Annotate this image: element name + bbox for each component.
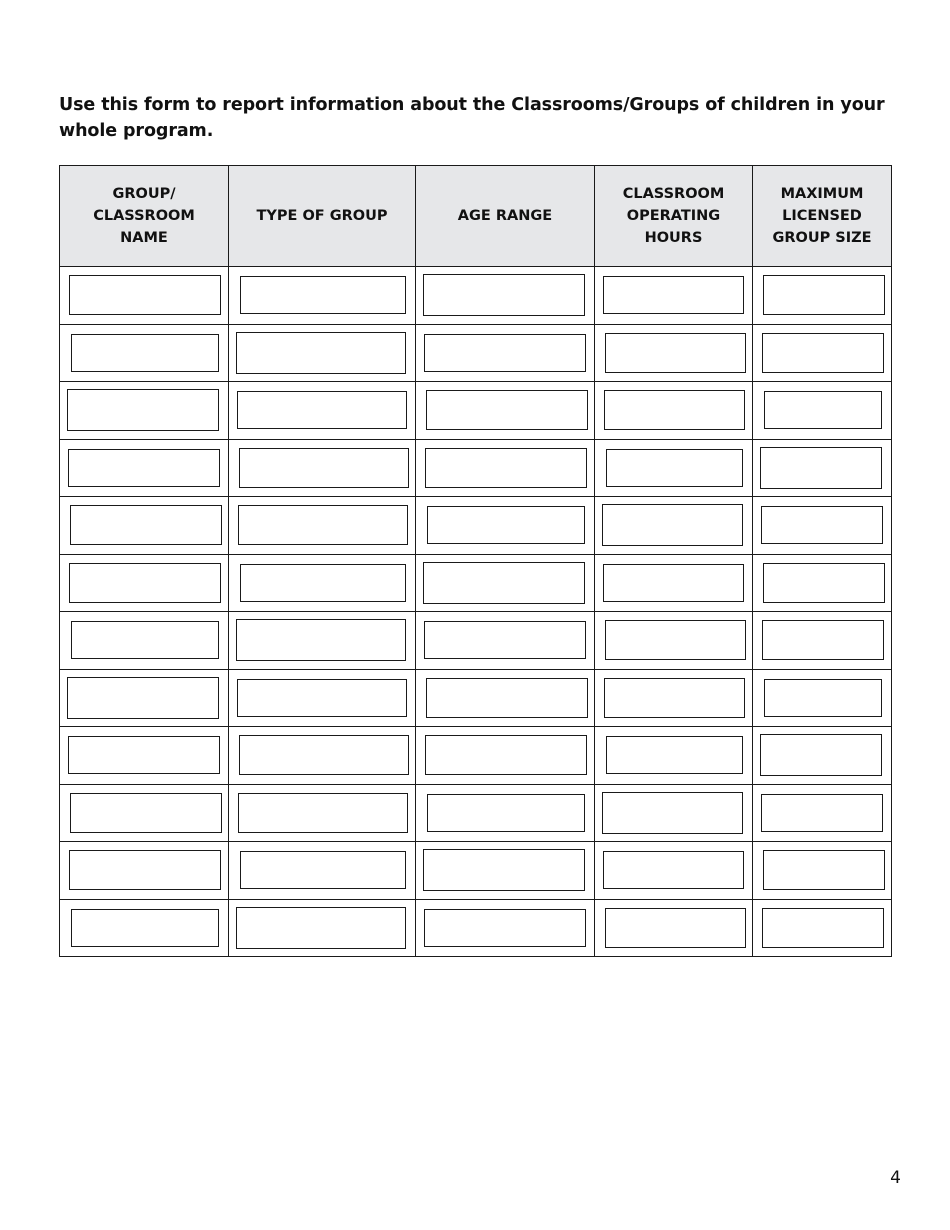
table-header-row [60, 166, 892, 267]
table-cell [595, 324, 753, 382]
table-row [60, 497, 892, 555]
table-row [60, 612, 892, 670]
page-number: 4 [890, 1168, 901, 1188]
table-cell [60, 267, 229, 325]
table-cell [60, 727, 229, 785]
operating-hours-field[interactable] [603, 564, 744, 602]
table-cell [416, 497, 595, 555]
group-classroom-name-field[interactable] [70, 505, 222, 545]
table-cell [753, 267, 892, 325]
group-classroom-name-field[interactable] [67, 389, 219, 431]
table-cell [229, 554, 416, 612]
max-group-size-field[interactable] [763, 275, 885, 315]
group-classroom-name-field[interactable] [68, 736, 220, 774]
group-classroom-name-field[interactable] [70, 793, 222, 833]
age-range-field[interactable] [423, 274, 585, 316]
table-cell [753, 382, 892, 440]
operating-hours-field[interactable] [605, 333, 746, 373]
type-of-group-field[interactable] [239, 448, 409, 488]
age-range-field[interactable] [426, 678, 588, 718]
table-cell [416, 382, 595, 440]
table-cell [229, 382, 416, 440]
header-maximum-licensed-group-size: MAXIMUM LICENSED GROUP SIZE [753, 166, 892, 267]
table-cell [416, 842, 595, 900]
max-group-size-field[interactable] [763, 850, 885, 890]
operating-hours-field[interactable] [602, 504, 743, 546]
operating-hours-field[interactable] [603, 851, 744, 889]
age-range-field[interactable] [427, 794, 585, 832]
table-cell [416, 324, 595, 382]
table-cell [60, 784, 229, 842]
group-classroom-name-field[interactable] [69, 275, 221, 315]
table-cell [60, 669, 229, 727]
header-group-classroom-name: GROUP/ CLASSROOM NAME [60, 166, 229, 267]
table-cell [416, 727, 595, 785]
table-cell [229, 899, 416, 957]
table-cell [753, 784, 892, 842]
operating-hours-field[interactable] [603, 276, 744, 314]
table-row [60, 324, 892, 382]
table-row [60, 267, 892, 325]
age-range-field[interactable] [424, 621, 586, 659]
table-row [60, 439, 892, 497]
table-cell [60, 439, 229, 497]
table-row [60, 382, 892, 440]
form-instructions: Use this form to report information about the Classrooms/Groups of children in your whole program. [59, 95, 885, 141]
type-of-group-field[interactable] [240, 564, 406, 602]
type-of-group-field[interactable] [237, 391, 407, 429]
table-cell [416, 439, 595, 497]
max-group-size-field[interactable] [762, 620, 884, 660]
table-cell [416, 554, 595, 612]
table-cell [595, 899, 753, 957]
table-row [60, 669, 892, 727]
type-of-group-field[interactable] [237, 679, 407, 717]
table-cell [229, 439, 416, 497]
max-group-size-field[interactable] [764, 391, 882, 429]
table-cell [753, 497, 892, 555]
table-cell [416, 669, 595, 727]
table-cell [60, 842, 229, 900]
group-classroom-name-field[interactable] [68, 449, 220, 487]
group-classroom-name-field[interactable] [69, 850, 221, 890]
age-range-field[interactable] [423, 849, 585, 891]
table-cell [753, 669, 892, 727]
table-row [60, 727, 892, 785]
table-cell [753, 324, 892, 382]
group-classroom-name-field[interactable] [71, 621, 219, 659]
table-cell [595, 784, 753, 842]
max-group-size-field[interactable] [761, 794, 883, 832]
age-range-field[interactable] [426, 390, 588, 430]
table-cell [595, 439, 753, 497]
group-classroom-name-field[interactable] [71, 909, 219, 947]
age-range-field[interactable] [427, 506, 585, 544]
table-cell [753, 554, 892, 612]
table-cell [229, 727, 416, 785]
operating-hours-field[interactable] [605, 620, 746, 660]
max-group-size-field[interactable] [763, 563, 885, 603]
table-cell [595, 842, 753, 900]
type-of-group-field[interactable] [240, 276, 406, 314]
type-of-group-field[interactable] [236, 619, 406, 661]
table-cell [595, 497, 753, 555]
type-of-group-field[interactable] [238, 505, 408, 545]
table-cell [595, 554, 753, 612]
table-cell [229, 324, 416, 382]
table-cell [229, 497, 416, 555]
header-age-range: AGE RANGE [416, 166, 595, 267]
table-body [60, 267, 892, 957]
max-group-size-field[interactable] [760, 734, 882, 776]
operating-hours-field[interactable] [604, 390, 745, 430]
type-of-group-field[interactable] [236, 907, 406, 949]
table-cell [60, 899, 229, 957]
classroom-groups-table [59, 165, 892, 957]
table-cell [60, 497, 229, 555]
table-cell [595, 727, 753, 785]
table-cell [595, 669, 753, 727]
group-classroom-name-field[interactable] [67, 677, 219, 719]
operating-hours-field[interactable] [605, 908, 746, 948]
operating-hours-field[interactable] [606, 736, 743, 774]
group-classroom-name-field[interactable] [71, 334, 219, 372]
table-cell [595, 382, 753, 440]
max-group-size-field[interactable] [764, 679, 882, 717]
table-cell [229, 784, 416, 842]
max-group-size-field[interactable] [761, 506, 883, 544]
table-row [60, 899, 892, 957]
table-row [60, 784, 892, 842]
age-range-field[interactable] [425, 735, 587, 775]
age-range-field[interactable] [424, 909, 586, 947]
type-of-group-field[interactable] [238, 793, 408, 833]
table-cell [416, 899, 595, 957]
table-cell [753, 842, 892, 900]
table-cell [416, 267, 595, 325]
type-of-group-field[interactable] [236, 332, 406, 374]
operating-hours-field[interactable] [602, 792, 743, 834]
age-range-field[interactable] [423, 562, 585, 604]
table-cell [753, 899, 892, 957]
table-cell [753, 727, 892, 785]
age-range-field[interactable] [425, 448, 587, 488]
type-of-group-field[interactable] [240, 851, 406, 889]
table-cell [753, 439, 892, 497]
table-cell [60, 612, 229, 670]
operating-hours-field[interactable] [604, 678, 745, 718]
age-range-field[interactable] [424, 334, 586, 372]
operating-hours-field[interactable] [606, 449, 743, 487]
table-cell [60, 324, 229, 382]
table-cell [229, 842, 416, 900]
table-cell [753, 612, 892, 670]
table-cell [229, 669, 416, 727]
table-cell [229, 612, 416, 670]
table-cell [595, 267, 753, 325]
group-classroom-name-field[interactable] [69, 563, 221, 603]
table-cell [60, 382, 229, 440]
table-row [60, 554, 892, 612]
max-group-size-field[interactable] [762, 908, 884, 948]
table-cell [60, 554, 229, 612]
header-type-of-group: TYPE OF GROUP [229, 166, 416, 267]
table-row [60, 842, 892, 900]
table-cell [229, 267, 416, 325]
type-of-group-field[interactable] [239, 735, 409, 775]
table-cell [416, 612, 595, 670]
table-cell [416, 784, 595, 842]
max-group-size-field[interactable] [760, 447, 882, 489]
max-group-size-field[interactable] [762, 333, 884, 373]
table-cell [595, 612, 753, 670]
header-classroom-operating-hours: CLASSROOM OPERATING HOURS [595, 166, 753, 267]
